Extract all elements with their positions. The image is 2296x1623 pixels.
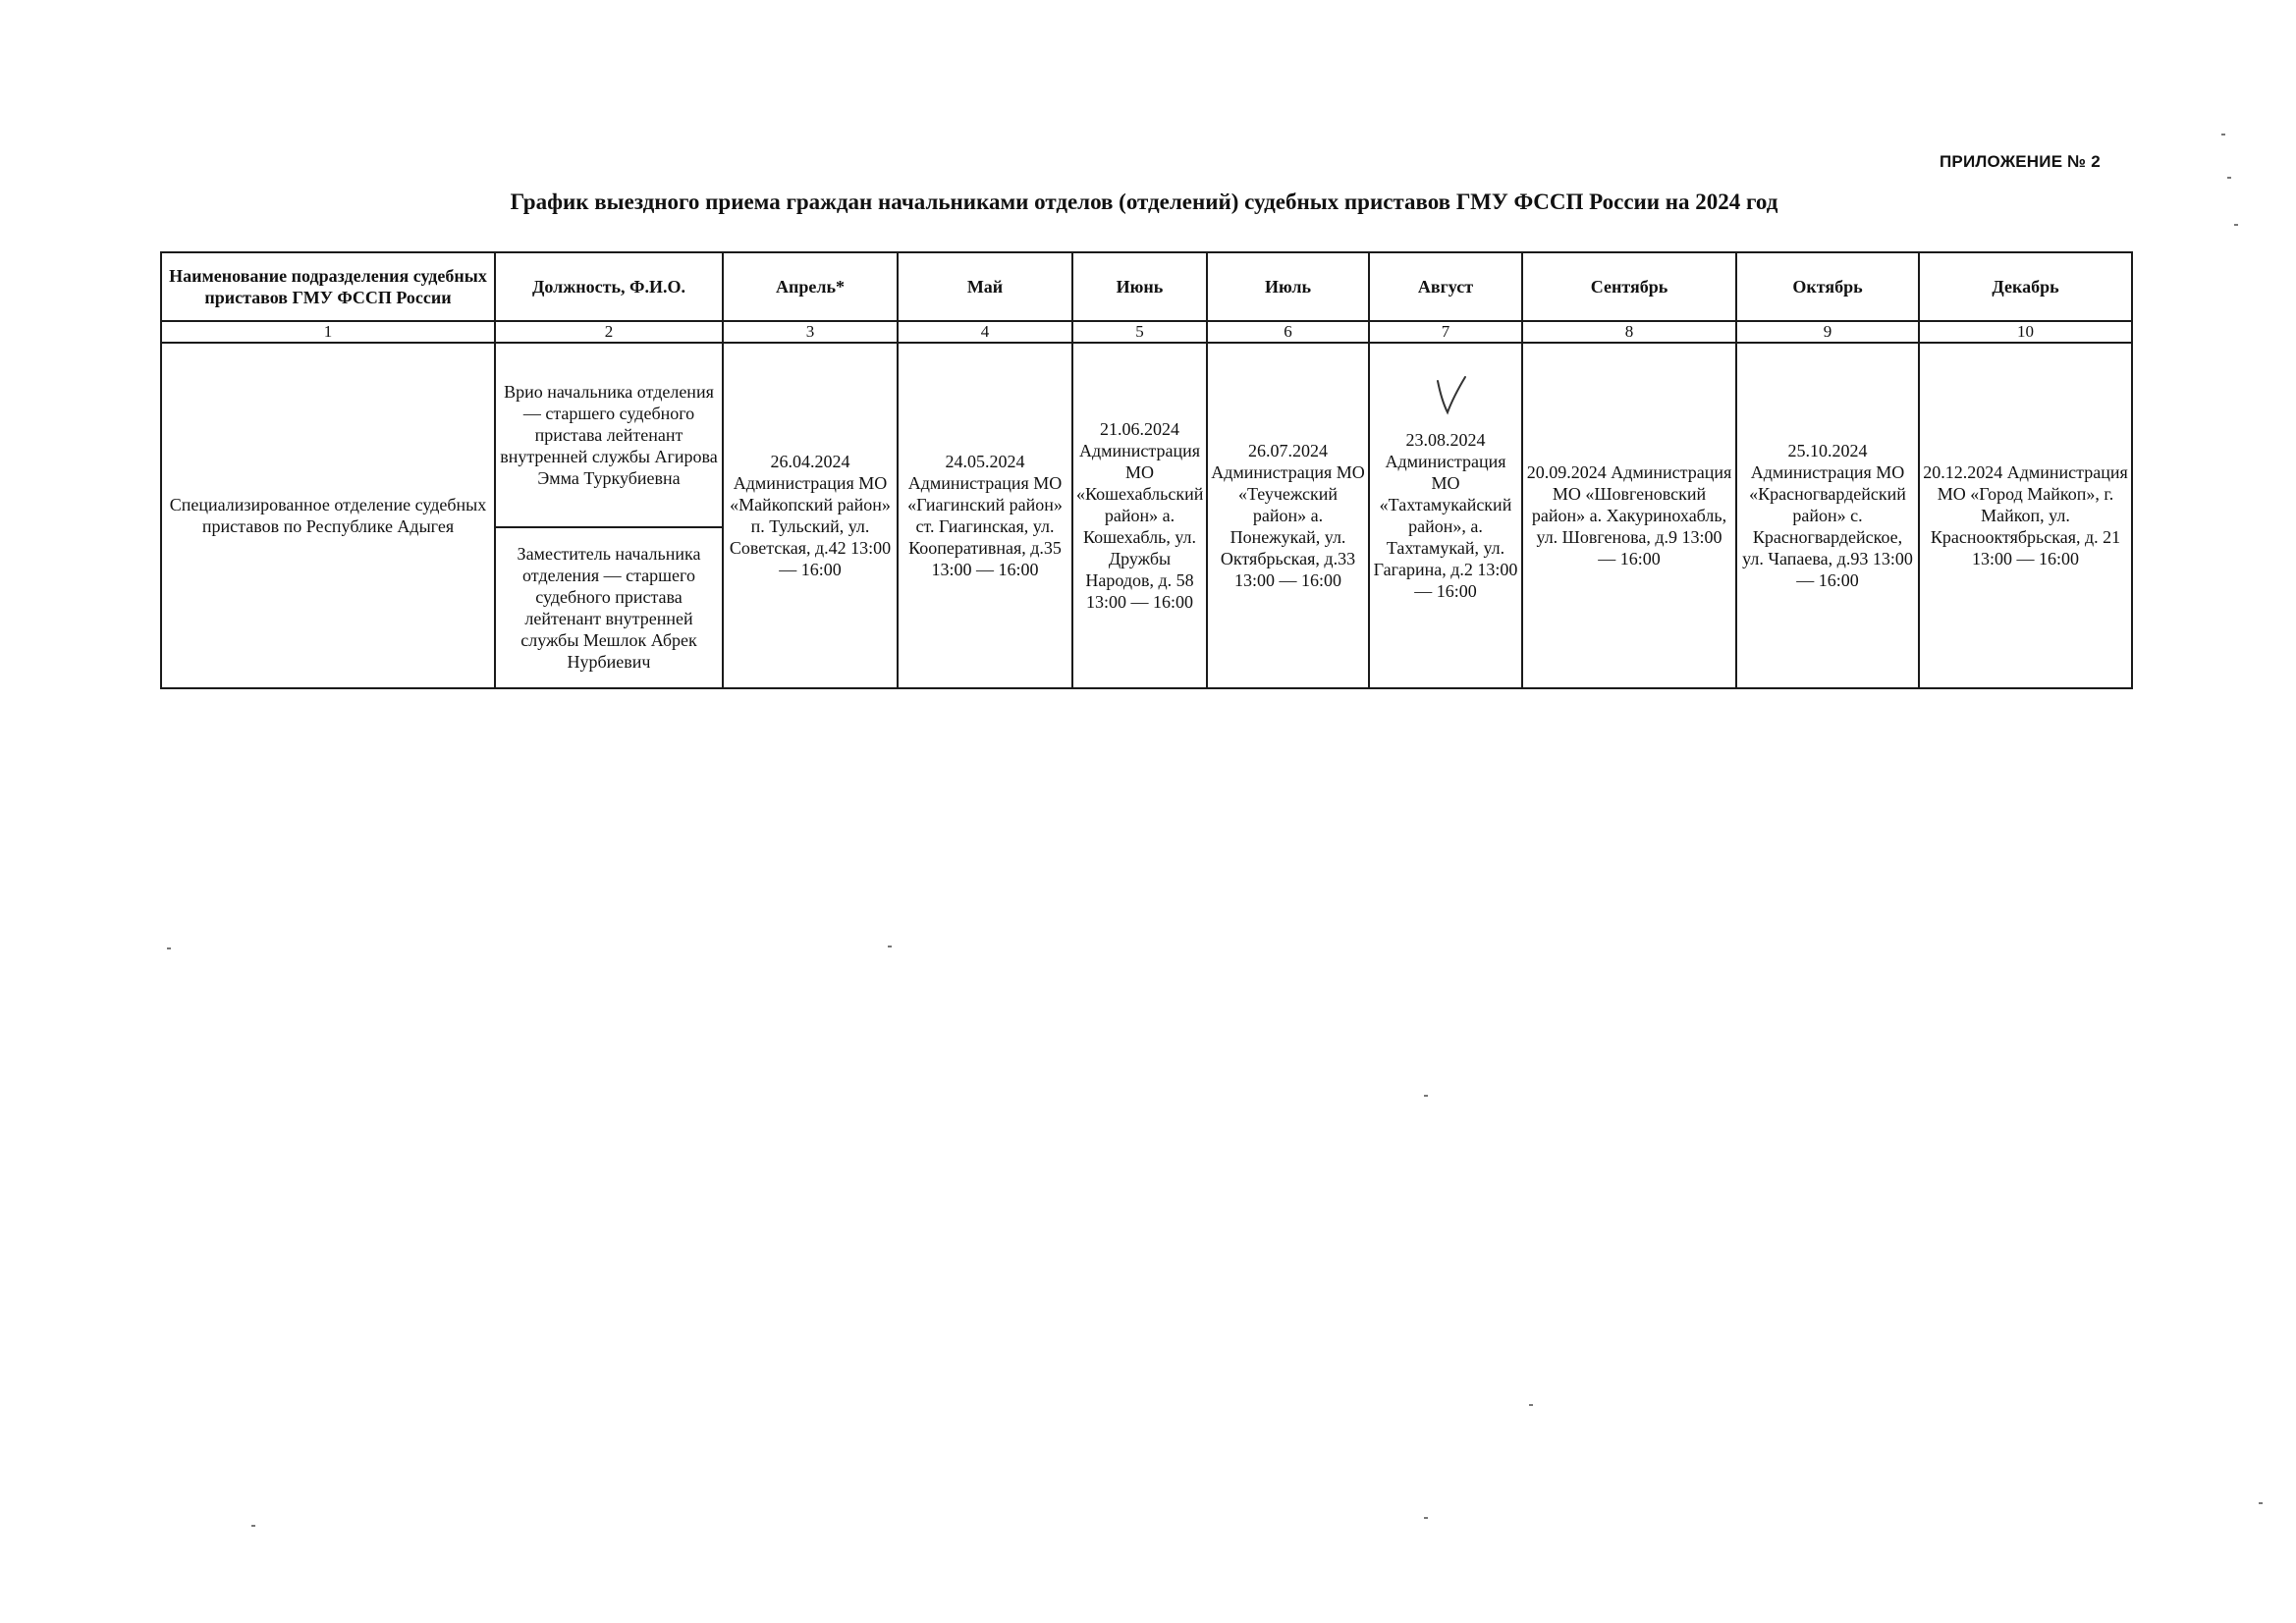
scan-speck — [1424, 1095, 1428, 1097]
event-september: 20.09.2024 Администрация МО «Шовгеновский район» а. Хакуринохабль, ул. Шовгенова, д.9 13:00 — 16:00 — [1522, 343, 1736, 688]
scan-speck — [2234, 224, 2238, 226]
column-number: 3 — [723, 321, 898, 343]
header-row — [161, 252, 2132, 321]
column-number: 1 — [161, 321, 495, 343]
col-header-september: Сентябрь — [1522, 252, 1736, 321]
col-header-june: Июнь — [1072, 252, 1207, 321]
column-number: 10 — [1919, 321, 2132, 343]
event-april: 26.04.2024 Администрация МО «Майкопский район» п. Тульский, ул. Советская, д.42 13:00 — 16:00 — [723, 343, 898, 688]
scan-speck — [1529, 1404, 1533, 1406]
column-number: 5 — [1072, 321, 1207, 343]
table-row — [161, 343, 2132, 527]
event-june: 21.06.2024 Администрация МО «Кошехабльский район» а. Кошехабль, ул. Дружбы Народов, д. 58 13:00 — 16:00 — [1072, 343, 1207, 688]
event-august: 23.08.2024 Администрация МО «Тахтамукайский район», а. Тахтамукай, ул. Гагарина, д.2 13:00 — 16:00 — [1369, 343, 1522, 688]
col-header-october: Октябрь — [1736, 252, 1919, 321]
scan-speck — [167, 947, 171, 949]
scan-speck — [888, 946, 892, 947]
event-may: 24.05.2024 Администрация МО «Гиагинский район» ст. Гиагинская, ул. Кооперативная, д.35 13:00 — 16:00 — [898, 343, 1072, 688]
col-header-position: Должность, Ф.И.О. — [495, 252, 723, 321]
col-header-december: Декабрь — [1919, 252, 2132, 321]
appendix-label: ПРИЛОЖЕНИЕ № 2 — [1940, 152, 2101, 171]
scan-speck — [1424, 1517, 1428, 1519]
handwritten-check-mark — [1432, 373, 1471, 422]
official-acting-head: Врио начальника отделения — старшего судебного пристава лейтенант внутренней службы Агирова Эмма Туркубиевна — [495, 343, 723, 527]
column-number: 4 — [898, 321, 1072, 343]
scan-speck — [2259, 1502, 2263, 1504]
scan-speck — [2221, 134, 2225, 135]
column-number: 9 — [1736, 321, 1919, 343]
col-header-april: Апрель* — [723, 252, 898, 321]
event-july: 26.07.2024 Администрация МО «Теучежский район» а. Понежукай, ул. Октябрьская, д.33 13:00 — 16:00 — [1207, 343, 1369, 688]
column-number-row — [161, 321, 2132, 343]
scan-speck — [251, 1525, 255, 1527]
event-october: 25.10.2024 Администрация МО «Красногвардейский район» с. Красногвардейское, ул. Чапаева, д.93 13:00 — 16:00 — [1736, 343, 1919, 688]
column-number: 8 — [1522, 321, 1736, 343]
col-header-august: Август — [1369, 252, 1522, 321]
col-header-department: Наименование подразделения судебных приставов ГМУ ФССП России — [161, 252, 495, 321]
document-title: График выездного приема граждан начальниками отделов (отделений) судебных приставов ГМУ ФССП России на 2024 год — [510, 189, 1778, 214]
official-deputy-head: Заместитель начальника отделения — старшего судебного пристава лейтенант внутренней службы Мешлок Абрек Нурбиевич — [495, 527, 723, 688]
column-number: 7 — [1369, 321, 1522, 343]
department-cell: Специализированное отделение судебных приставов по Республике Адыгея — [161, 343, 495, 688]
schedule-table — [160, 251, 2133, 689]
event-december: 20.12.2024 Администрация МО «Город Майкоп», г. Майкоп, ул. Краснооктябрьская, д. 21 13:00 — 16:00 — [1919, 343, 2132, 688]
col-header-may: Май — [898, 252, 1072, 321]
scan-speck — [2227, 177, 2231, 179]
column-number: 6 — [1207, 321, 1369, 343]
col-header-july: Июль — [1207, 252, 1369, 321]
column-number: 2 — [495, 321, 723, 343]
